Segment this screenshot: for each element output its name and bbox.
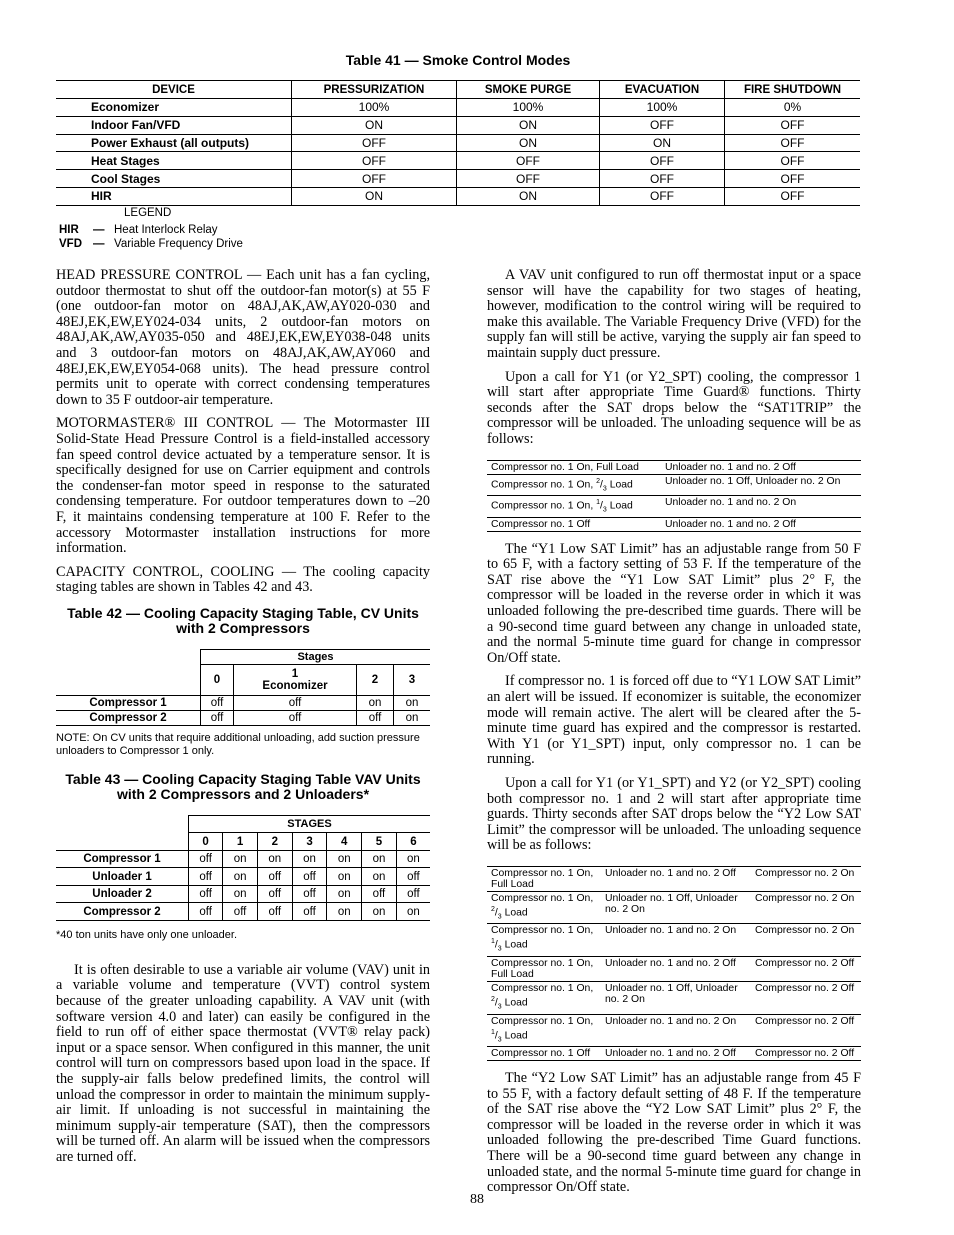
table-cell: Compressor 1 xyxy=(56,695,201,710)
table-cell: on xyxy=(362,903,397,921)
sequence-cell: Unloader no. 1 and no. 2 Off xyxy=(601,866,751,891)
table-cell: off xyxy=(189,868,223,886)
sequence-row xyxy=(487,474,861,496)
table-cell: off xyxy=(257,885,292,903)
table43-footnote: *40 ton units have only one unloader. xyxy=(56,928,238,941)
table-cell: OFF xyxy=(600,116,725,134)
sequence-cell: Compressor no. 1 Off xyxy=(487,1047,601,1061)
table-cell: on xyxy=(327,868,362,886)
table-cell: on xyxy=(396,850,430,868)
legend-dash: — xyxy=(93,237,105,250)
sequence-cell: Compressor no. 2 On xyxy=(751,866,861,891)
head-pressure-paragraph: HEAD PRESSURE CONTROL — Each unit has a fan cycling, outdoor thermostat to shut off the outdoor-fan motor(s) at 55 F (one outdoor-fan motor on 48AJ,AK,AW,AY020-030 and 48EJ,EK,EW,EY024-034 units, 2 outdoor-fan motors on 48AJ,AK,AW,AY035-050 and 48EJ,EK,EW,EY038-048 units and 3 outdoor-fan motors on 48AJ,AK,AW,AY060 and 48EJ,EK,EW,EY054-068 units). The head pressure control permits unit to operate with correct condensing temperatures down to 35 F outdoor-air temperature. xyxy=(56,267,430,408)
legend-text: Heat Interlock Relay xyxy=(114,224,218,236)
table-cell: Economizer xyxy=(56,99,292,117)
table-cell: off xyxy=(362,885,397,903)
table-row xyxy=(56,695,430,710)
table-cell: off xyxy=(201,695,234,710)
table-cell: off xyxy=(234,695,357,710)
table-cell: off xyxy=(189,885,223,903)
sequence-cell: Unloader no. 1 and no. 2 On xyxy=(661,496,861,518)
blank-cell xyxy=(56,815,189,850)
table-cell: Compressor 2 xyxy=(56,903,189,921)
table-cell: Indoor Fan/VFD xyxy=(56,116,292,134)
motormaster-paragraph: MOTORMASTER® III CONTROL — The Motormaster III Solid-State Head Pressure Control is a field-installed accessory fan speed control device actuated by a temperature sensor. It is specifically designed for use on Carrier equipment and controls the condenser-fan motor speed in response to the saturated condensing temperature. For outdoor temperatures down to –20 F, it maintains condensing temperature at 100 F. Refer to the accessory Motormaster installation instructions for more information. xyxy=(56,415,430,557)
y2-call-paragraph: Upon a call for Y1 (or Y1_SPT) and Y2 (or Y2_SPT) cooling both compressor no. 1 and 2 will start after appropriate time guards. Thirty seconds after SAT drops below the “Y2 Low SAT Limit” the compressor will be unloaded. The unloading sequence will be as follows: xyxy=(487,774,861,854)
table-cell: off xyxy=(189,850,223,868)
table-cell: off xyxy=(201,710,234,725)
table-cell: off xyxy=(292,868,327,886)
sequence-row xyxy=(487,460,861,474)
table-cell: OFF xyxy=(292,134,457,152)
table-cell: Compressor 2 xyxy=(56,710,201,725)
table-cell: off xyxy=(257,868,292,886)
left-column xyxy=(56,268,430,1174)
unloading-sequence-table-2 xyxy=(487,866,861,1061)
table-cell: OFF xyxy=(292,170,457,188)
sequence-cell: Compressor no. 1 On, $^2/_3$ Load xyxy=(487,474,661,496)
legend-title: LEGEND xyxy=(124,207,172,219)
vav-paragraph: It is often desirable to use a variable air volume (VAV) unit in a variable volume and temperature (VVT) control system because of the greater unloading capability. A VAV unit (with software version 4.0 and later) can easily be configured in the field to run off of either space thermostat (VVT® relay pack) input or a space sensor. When configured in this manner, the unit control will turn on compressors based upon load in the space. If the supply-air falls below predefined limits, the control will unload the compressor in order to maintain the minimum supply-air limit. If unloading is not successful in maintaining the minimum supply-air temperature (SAT), then the compressors will be turned off. An alarm will be issued when the compressors are turned off. xyxy=(56,961,430,1165)
table-cell: on xyxy=(223,850,258,868)
table-cell: on xyxy=(362,868,397,886)
table-cell: on xyxy=(394,695,431,710)
table-cell: HIR xyxy=(56,187,292,205)
column-header: PRESSURIZATION xyxy=(292,81,457,99)
y1-low-sat-paragraph: The “Y1 Low SAT Limit” has an adjustable range from 50 F to 65 F, with a factory setting of 53 F. If the temperature of the SAT rise above the “Y1 Low SAT Limit” plus 2° F, the compressor will be loaded in the reverse order in which it was unloaded following the pre-described time guards. There will be a 90-second time guard between any change in unloaded state, and the normal 5-minute time guard for change in compressor On/Off state. xyxy=(487,540,861,666)
table-row xyxy=(56,710,430,725)
sequence-row xyxy=(487,924,861,957)
column-header: EVACUATION xyxy=(600,81,725,99)
table-row xyxy=(56,152,860,170)
table-cell: off xyxy=(292,903,327,921)
vav-staging-table xyxy=(56,815,430,921)
sequence-row xyxy=(487,517,861,531)
table-cell: OFF xyxy=(457,170,600,188)
sequence-cell: Unloader no. 1 Off, Unloader no. 2 On xyxy=(661,474,861,496)
sequence-row xyxy=(487,1014,861,1047)
table-cell: OFF xyxy=(600,170,725,188)
table-cell: OFF xyxy=(725,134,861,152)
table-cell: ON xyxy=(292,187,457,205)
right-column xyxy=(487,268,861,1204)
table-cell: ON xyxy=(292,116,457,134)
cv-staging-table xyxy=(56,649,430,726)
legend-text: Variable Frequency Drive xyxy=(114,237,243,250)
table-cell: Compressor 1 xyxy=(56,850,189,868)
table42-title: Table 42 — Cooling Capacity Staging Table, CV Units with 2 Compressors xyxy=(67,604,419,637)
legend xyxy=(59,224,243,251)
table-cell: OFF xyxy=(725,152,861,170)
stage-header: 4 xyxy=(327,833,362,851)
sequence-cell: Compressor no. 1 On, $^2/_3$ Load xyxy=(487,982,601,1015)
table-cell: Heat Stages xyxy=(56,152,292,170)
sequence-row xyxy=(487,957,861,982)
sequence-row xyxy=(487,866,861,891)
sequence-row xyxy=(487,982,861,1015)
table-cell: on xyxy=(327,850,362,868)
sequence-row xyxy=(487,1047,861,1061)
vav-config-paragraph: A VAV unit configured to run off thermostat input or a space sensor will have the capability for two stages of heating, however, modification to the control wiring will be required to make this available. The Variable Frequency Drive (VFD) for the supply fan will still be active, varying the supply air fan speed to maintain supply duct pressure. xyxy=(487,267,861,361)
table-cell: off xyxy=(189,903,223,921)
sequence-cell: Compressor no. 2 Off xyxy=(751,982,861,1015)
sequence-row xyxy=(487,891,861,924)
table-cell: OFF xyxy=(600,187,725,205)
table-cell: on xyxy=(357,695,394,710)
sequence-cell: Compressor no. 1 Off xyxy=(487,517,661,531)
table-row xyxy=(56,134,860,152)
stage-header: 2 xyxy=(257,833,292,851)
table-cell: off xyxy=(223,903,258,921)
sequence-cell: Compressor no. 1 On, Full Load xyxy=(487,957,601,982)
table-cell: 100% xyxy=(292,99,457,117)
sequence-cell: Unloader no. 1 and no. 2 On xyxy=(601,924,751,957)
table-cell: off xyxy=(234,710,357,725)
table-cell: on xyxy=(396,903,430,921)
stage-header: 1 Economizer xyxy=(234,664,357,695)
stage-header: 1 xyxy=(223,833,258,851)
table-row xyxy=(56,885,430,903)
sequence-cell: Compressor no. 1 On, $^2/_3$ Load xyxy=(487,891,601,924)
capacity-control-paragraph: CAPACITY CONTROL, COOLING — The cooling capacity staging tables are shown in Tables 42 and 43. xyxy=(56,563,430,596)
stage-header: 3 xyxy=(394,664,431,695)
table41-title: Table 41 — Smoke Control Modes xyxy=(345,52,571,68)
table-cell: off xyxy=(396,868,430,886)
sequence-cell: Compressor no. 2 Off xyxy=(751,1014,861,1047)
table-cell: ON xyxy=(457,116,600,134)
table-cell: on xyxy=(292,850,327,868)
table-cell: on xyxy=(327,885,362,903)
table-cell: 100% xyxy=(457,99,600,117)
sequence-cell: Unloader no. 1 and no. 2 Off xyxy=(601,1047,751,1061)
table-cell: off xyxy=(257,903,292,921)
sequence-cell: Compressor no. 1 On, Full Load xyxy=(487,866,601,891)
sequence-cell: Unloader no. 1 and no. 2 Off xyxy=(601,957,751,982)
blank-cell xyxy=(56,649,201,695)
sequence-cell: Unloader no. 1 Off, Unloader no. 2 On xyxy=(601,891,751,924)
table42-note: NOTE: On CV units that require additional unloading, add suction pressure unloaders to Compressor 1 only. xyxy=(56,731,420,757)
table-cell: Cool Stages xyxy=(56,170,292,188)
stage-header: 0 xyxy=(201,664,234,695)
table43-title: Table 43 — Cooling Capacity Staging Table VAV Units with 2 Compressors and 2 Unloaders* xyxy=(65,770,421,803)
table-cell: on xyxy=(223,868,258,886)
sequence-cell: Compressor no. 2 On xyxy=(751,924,861,957)
table-row xyxy=(56,116,860,134)
table-cell: OFF xyxy=(457,152,600,170)
table-row xyxy=(56,99,860,117)
table-cell: OFF xyxy=(725,187,861,205)
table-row xyxy=(56,850,430,868)
stage-header: 6 xyxy=(396,833,430,851)
table-cell: OFF xyxy=(600,152,725,170)
y2-low-sat-paragraph: The “Y2 Low SAT Limit” has an adjustable range from 45 F to 55 F, with a factory default setting of 48 F. If the temperature of the SAT rise above the “Y2 Low SAT Limit” plus 2° F, the compressor will be loaded in the reverse order in which it was unloaded following the pre-described Time Guard functions. There will be a 90-second time guard between any change in unloaded state, and the normal 5-minute time guard for change in compressor On/Off state. xyxy=(487,1070,861,1196)
sequence-cell: Compressor no. 1 On, Full Load xyxy=(487,460,661,474)
sequence-cell: Compressor no. 2 On xyxy=(751,891,861,924)
table-cell: 0% xyxy=(725,99,861,117)
stage-header: 0 xyxy=(189,833,223,851)
smoke-control-table xyxy=(56,80,860,206)
column-header: SMOKE PURGE xyxy=(457,81,600,99)
sequence-cell: Unloader no. 1 Off, Unloader no. 2 On xyxy=(601,982,751,1015)
sequence-row xyxy=(487,496,861,518)
sequence-cell: Compressor no. 2 Off xyxy=(751,1047,861,1061)
table-cell: ON xyxy=(600,134,725,152)
page-number: 88 xyxy=(470,1192,484,1207)
unloading-sequence-table-1 xyxy=(487,460,861,532)
legend-dash: — xyxy=(93,224,105,236)
stage-header: 5 xyxy=(362,833,397,851)
sequence-cell: Unloader no. 1 and no. 2 On xyxy=(601,1014,751,1047)
table-cell: ON xyxy=(457,134,600,152)
table-row xyxy=(56,170,860,188)
table-row xyxy=(56,187,860,205)
stages-header: Stages xyxy=(201,649,431,664)
table-cell: on xyxy=(327,903,362,921)
column-header: DEVICE xyxy=(56,81,292,99)
table-cell: on xyxy=(257,850,292,868)
stage-header: 3 xyxy=(292,833,327,851)
table-cell: on xyxy=(223,885,258,903)
table-row xyxy=(56,903,430,921)
table-cell: off xyxy=(292,885,327,903)
table-cell: Unloader 1 xyxy=(56,868,189,886)
legend-abbr: VFD xyxy=(59,237,82,250)
table-cell: OFF xyxy=(292,152,457,170)
sequence-cell: Compressor no. 2 Off xyxy=(751,957,861,982)
stage-header: 2 xyxy=(357,664,394,695)
forced-off-paragraph: If compressor no. 1 is forced off due to “Y1 LOW SAT Limit” an alert will be issued. If economizer is suitable, the economizer mode will remain active. The alert will be cleared after the 5-minute time guard has expired and the compressor is restarted. With Y1 (or Y1_SPT) input, only compressor no. 1 can be running. xyxy=(487,673,861,768)
table-cell: off xyxy=(396,885,430,903)
table-cell: OFF xyxy=(725,116,861,134)
table-cell: off xyxy=(357,710,394,725)
sequence-cell: Compressor no. 1 On, $^1/_3$ Load xyxy=(487,1014,601,1047)
stages-header: STAGES xyxy=(189,815,431,833)
column-header: FIRE SHUTDOWN xyxy=(725,81,861,99)
table-row xyxy=(56,868,430,886)
sequence-cell: Unloader no. 1 and no. 2 Off xyxy=(661,460,861,474)
sequence-cell: Compressor no. 1 On, $^1/_3$ Load xyxy=(487,924,601,957)
y1-call-paragraph: Upon a call for Y1 (or Y2_SPT) cooling, the compressor 1 will start after appropriate Time Guard® functions. Thirty seconds after the SAT drops below the “SAT1TRIP” the compressor will be unloaded. The unloading sequence will be as follows: xyxy=(487,368,861,447)
table-cell: OFF xyxy=(725,170,861,188)
legend-abbr: HIR xyxy=(59,224,79,236)
sequence-cell: Unloader no. 1 and no. 2 Off xyxy=(661,517,861,531)
table-cell: Power Exhaust (all outputs) xyxy=(56,134,292,152)
table-cell: 100% xyxy=(600,99,725,117)
table-cell: Unloader 2 xyxy=(56,885,189,903)
sequence-cell: Compressor no. 1 On, $^1/_3$ Load xyxy=(487,496,661,518)
table-cell: on xyxy=(362,850,397,868)
table-cell: ON xyxy=(457,187,600,205)
table-cell: on xyxy=(394,710,431,725)
